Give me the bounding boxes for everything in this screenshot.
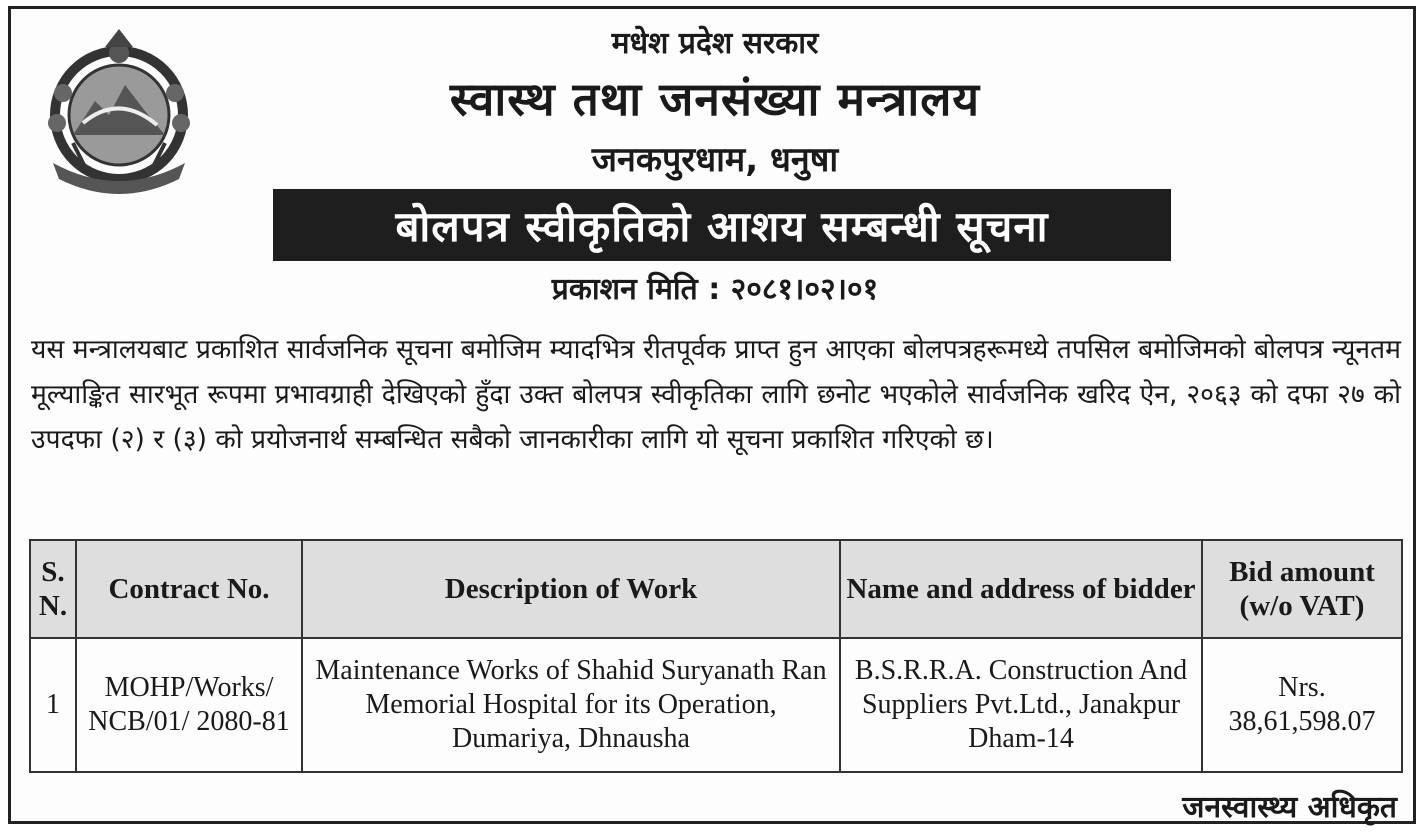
- notice-page: [8, 6, 1416, 824]
- cell-amount: Nrs. 38,61,598.07: [1202, 638, 1402, 772]
- government-name: मधेश प्रदेश सरकार: [611, 26, 819, 61]
- table-header-row: [30, 540, 1402, 638]
- cell-bidder: B.S.R.R.A. Construction And Suppliers Pvt.Ltd., Janakpur Dham-14: [840, 638, 1202, 772]
- cell-sn: 1: [30, 638, 76, 772]
- header-bidder: Name and address of bidder: [840, 540, 1202, 638]
- cell-description: Maintenance Works of Shahid Suryanath Ran Memorial Hospital for its Operation, Dumariya, Dhnausha: [302, 638, 840, 772]
- office-location: जनकपुरधाम, धनुषा: [591, 140, 839, 180]
- header-amount: Bid amount (w/o VAT): [1202, 540, 1402, 638]
- notice-paragraph: यस मन्त्रालयबाट प्रकाशित सार्वजनिक सूचना बमोजिम म्यादभित्र रीतपूर्वक प्राप्त हुन आएका बोलपत्रहरूमध्ये तपसिल बमोजिमको बोलपत्र न्यूनतम मूल्याङ्कित सारभूत रूपमा प्रभावग्राही देखिएको हुँदा उक्त बोलपत्र स्वीकृतिका लागि छनोट भएकोले सार्वजनिक खरिद ऐन, २०६३ को दफा २७ को उपदफा (२) र (३) को प्रयोजनार्थ सम्बन्धित सबैको जानकारीका लागि यो सूचना प्रकाशित गरिएको छ।: [31, 334, 1401, 455]
- table-row: [30, 638, 1402, 772]
- header-sn: S. N.: [30, 540, 76, 638]
- signatory: जनस्वास्थ्य अधिकृत: [1182, 790, 1397, 825]
- publication-date: प्रकाशन मिति : २०८१।०२।०१: [551, 272, 879, 307]
- header-description: Description of Work: [302, 540, 840, 638]
- notice-title: बोलपत्र स्वीकृतिको आशय सम्बन्धी सूचना: [395, 201, 1049, 251]
- ministry-name: स्वास्थ तथा जनसंख्या मन्त्रालय: [449, 72, 981, 126]
- bid-table: [29, 539, 1403, 773]
- notice-title-banner: [273, 189, 1171, 261]
- header-contract-no: Contract No.: [76, 540, 302, 638]
- cell-contract-no: MOHP/Works/ NCB/01/ 2080-81: [76, 638, 302, 772]
